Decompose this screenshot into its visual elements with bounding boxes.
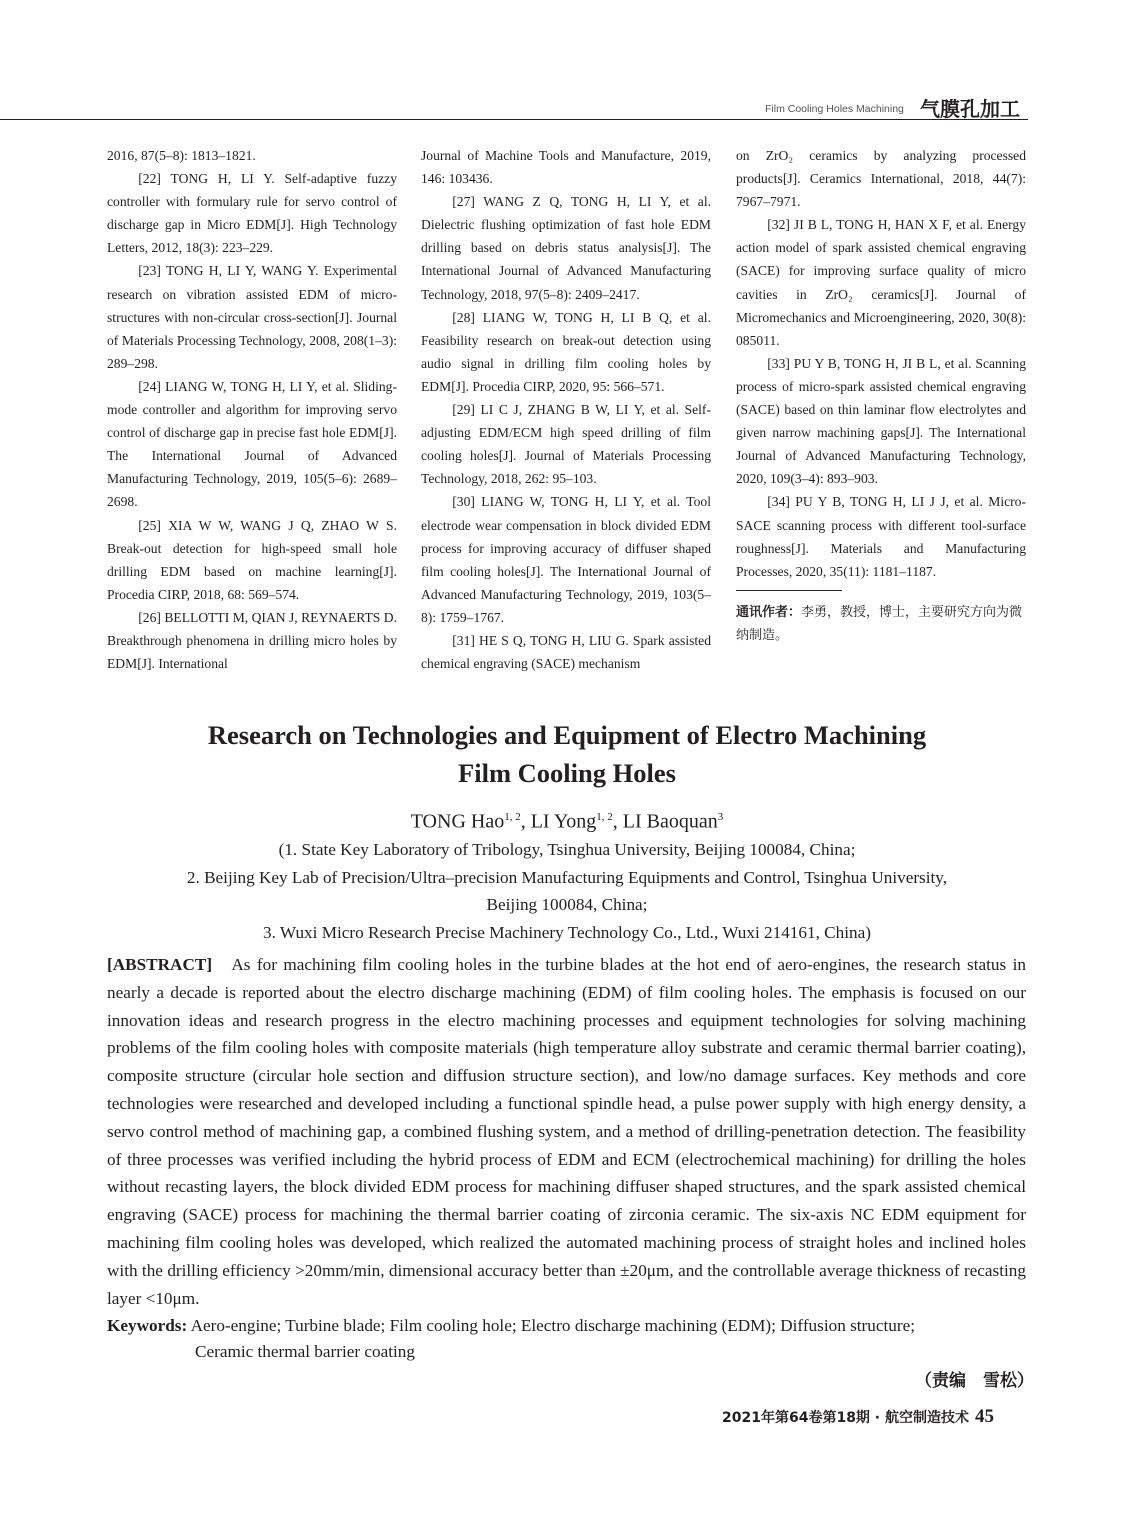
keywords-line-1: Aero-engine; Turbine blade; Film cooling hole; Electro discharge machining (EDM); Diffusion structure; xyxy=(190,1316,915,1335)
author-separator: , xyxy=(612,810,623,833)
reference-entry: [30] LIANG W, TONG H, LI Y, et al. Tool electrode wear compensation in block divided EDM process for improving accuracy of diffuser shaped film cooling holes[J]. The International Journal of Advanced Manufacturing Technology, 2019, 103(5–8): 1759–1767. xyxy=(421,494,711,625)
affiliation-line: 2. Beijing Key Lab of Precision/Ultra–precision Manufacturing Equipments and Control, Tsinghua University, xyxy=(186,867,948,887)
title-line-2: Film Cooling Holes xyxy=(458,758,676,788)
abstract-label: [ABSTRACT] xyxy=(107,955,213,974)
author-name: TONG Hao xyxy=(410,810,505,833)
reference-entry: [25] XIA W W, WANG J Q, ZHAO W S. Break-out detection for high-speed small hole drilling EDM based on machine learning[J]. Procedia CIRP, 2018, 68: 569–574. xyxy=(107,517,397,602)
title-line-1: Research on Technologies and Equipment of Electro Machining xyxy=(207,720,927,750)
reference-entry: [29] LI C J, ZHANG B W, LI Y, et al. Self-adjusting EDM/ECM high speed drilling of film cooling holes[J]. Journal of Materials Processing Technology, 2018, 262: 95–103. xyxy=(421,402,711,487)
note-text: 李勇，教授，博士，主要研究方向为微纳制造。 xyxy=(736,604,1023,643)
keywords-label: Keywords: xyxy=(107,1316,188,1335)
reference-entry: [34] PU Y B, TONG H, LI J J, et al. Micro-SACE scanning process with different tool-surface roughness[J]. Materials and Manufacturing Processes, 2020, 35(11): 1181–1187. xyxy=(736,494,1026,579)
affiliation-line: Beijing 100084, China; xyxy=(486,895,648,914)
author-affiliation-mark: 3 xyxy=(717,811,724,823)
affiliation-line: (1. State Key Laboratory of Tribology, Tsinghua University, Beijing 100084, China; xyxy=(278,840,856,859)
note-label: 通讯作者： xyxy=(736,604,802,620)
reference-entry: [23] TONG H, LI Y, WANG Y. Experimental research on vibration assisted EDM of micro-structures with non-circular cross-section[J]. Journal of Materials Processing Technology, 2008, 208(1–3): 289–298. xyxy=(107,263,397,371)
author-affiliation-mark: 1, 2 xyxy=(504,811,521,823)
reference-entry: [27] WANG Z Q, TONG H, LI Y, et al. Dielectric flushing optimization of fast hole EDM drilling based on debris status analysis[J]. The International Journal of Advanced Manufacturing Technology, 2018, 97(5–8): 2409–2417. xyxy=(421,194,711,302)
editor-note: （责编 雪松） xyxy=(915,1371,1034,1391)
reference-column-3 xyxy=(736,144,1026,647)
corresponding-author-note xyxy=(736,601,1026,647)
author-name: LI Baoquan xyxy=(622,810,718,833)
page-number: 45 xyxy=(975,1406,994,1427)
reference-column-1 xyxy=(107,144,397,675)
reference-column-2 xyxy=(421,144,711,675)
affiliation-line: 3. Wuxi Micro Research Precise Machinery Technology Co., Ltd., Wuxi 214161, China) xyxy=(263,922,871,942)
journal-section-cn: 气膜孔加工 xyxy=(920,97,1020,121)
abstract-text: As for machining film cooling holes in the turbine blades at the hot end of aero-engines, the research status in nearly a decade is reported about the electro discharge machining (EDM) of film cooling holes. The emphasis is focused on our innovation ideas and research progress in the electro machining processes and equipment technologies for solving machining problems of the film cooling holes with composite materials (high temperature alloy substrate and ceramic thermal barrier coating), composite structure (circular hole section and diffusion structure section), and low/no damage surfaces. Key methods and core technologies were researched and developed including a functional spindle head, a pulse power supply with high energy density, a servo control method of machining gap, a combined flushing system, and a method of drilling-penetration detection. The feasibility of three processes was verified including the hybrid process of EDM and ECM (electrochemical machining) for drilling the holes without recasting layers, the block divided EDM process for machining diffuser shaped structures, and the spark assisted chemical engraving (SACE) process for machining the thermal barrier coating of zirconia ceramic. The six-axis NC EDM equipment for machining film cooling holes was developed, which realized the automated machining process of straight holes and inclined holes with the drilling efficiency >20mm/min, dimensional accuracy better than ±20μm, and the controllable average thickness of recasting layer <10μm. xyxy=(107,955,1026,1308)
issue-info: 2021年第64卷第18期 · 航空制造技术 xyxy=(722,1410,969,1426)
page-footer xyxy=(722,1406,994,1428)
article-title xyxy=(107,716,1027,792)
journal-section-en: Film Cooling Holes Machining xyxy=(765,103,904,115)
author-name: LI Yong xyxy=(530,810,597,833)
reference-entry: [32] JI B L, TONG H, HAN X F, et al. Energy action model of spark assisted chemical engraving (SACE) for improving surface quality of micro cavities in ZrO₂ ceramics[J]. Journal of Micromechanics and Microengineering, 2020, 30(8): 085011. xyxy=(736,217,1026,348)
reference-entry: [22] TONG H, LI Y. Self-adaptive fuzzy controller with formulary rule for servo control of discharge gap in Micro EDM[J]. High Technology Letters, 2012, 18(3): 223–229. xyxy=(107,171,397,256)
note-rule xyxy=(736,590,842,591)
keywords-line-2: Ceramic thermal barrier coating xyxy=(195,1342,415,1361)
reference-entry: [26] BELLOTTI M, QIAN J, REYNAERTS D. Breakthrough phenomena in drilling micro holes by EDM[J]. International xyxy=(107,609,397,672)
reference-entry: [28] LIANG W, TONG H, LI B Q, et al. Feasibility research on break-out detection using audio signal in drilling film cooling holes by EDM[J]. Procedia CIRP, 2020, 95: 566–571. xyxy=(421,309,711,394)
reference-entry: [24] LIANG W, TONG H, LI Y, et al. Sliding-mode controller and algorithm for improving servo control of discharge gap in precise fast hole EDM[J]. The International Journal of Advanced Manufacturing Technology, 2019, 105(5–6): 2689–2698. xyxy=(107,378,397,510)
reference-entry: Journal of Machine Tools and Manufacture, 2019, 146: 103436. xyxy=(421,148,711,187)
author-separator: , xyxy=(520,810,531,833)
keywords xyxy=(107,1313,1026,1365)
abstract xyxy=(107,951,1026,1312)
reference-entry: 2016, 87(5–8): 1813–1821. xyxy=(107,148,256,163)
author-affiliation-mark: 1, 2 xyxy=(596,811,613,823)
reference-entry: [31] HE S Q, TONG H, LIU G. Spark assisted chemical engraving (SACE) mechanism xyxy=(421,632,711,672)
header-rule xyxy=(0,119,1028,120)
authors xyxy=(107,803,1027,836)
affiliations xyxy=(107,836,1027,946)
reference-entry: on ZrO₂ ceramics by analyzing processed products[J]. Ceramics International, 2018, 44(7): 7967–7971. xyxy=(736,148,1026,210)
reference-entry: [33] PU Y B, TONG H, JI B L, et al. Scanning process of micro-spark assisted chemical engraving (SACE) based on thin laminar flow electrolytes and given narrow machining gaps[J]. The International Journal of Advanced Manufacturing Technology, 2020, 109(3–4): 893–903. xyxy=(736,355,1026,487)
